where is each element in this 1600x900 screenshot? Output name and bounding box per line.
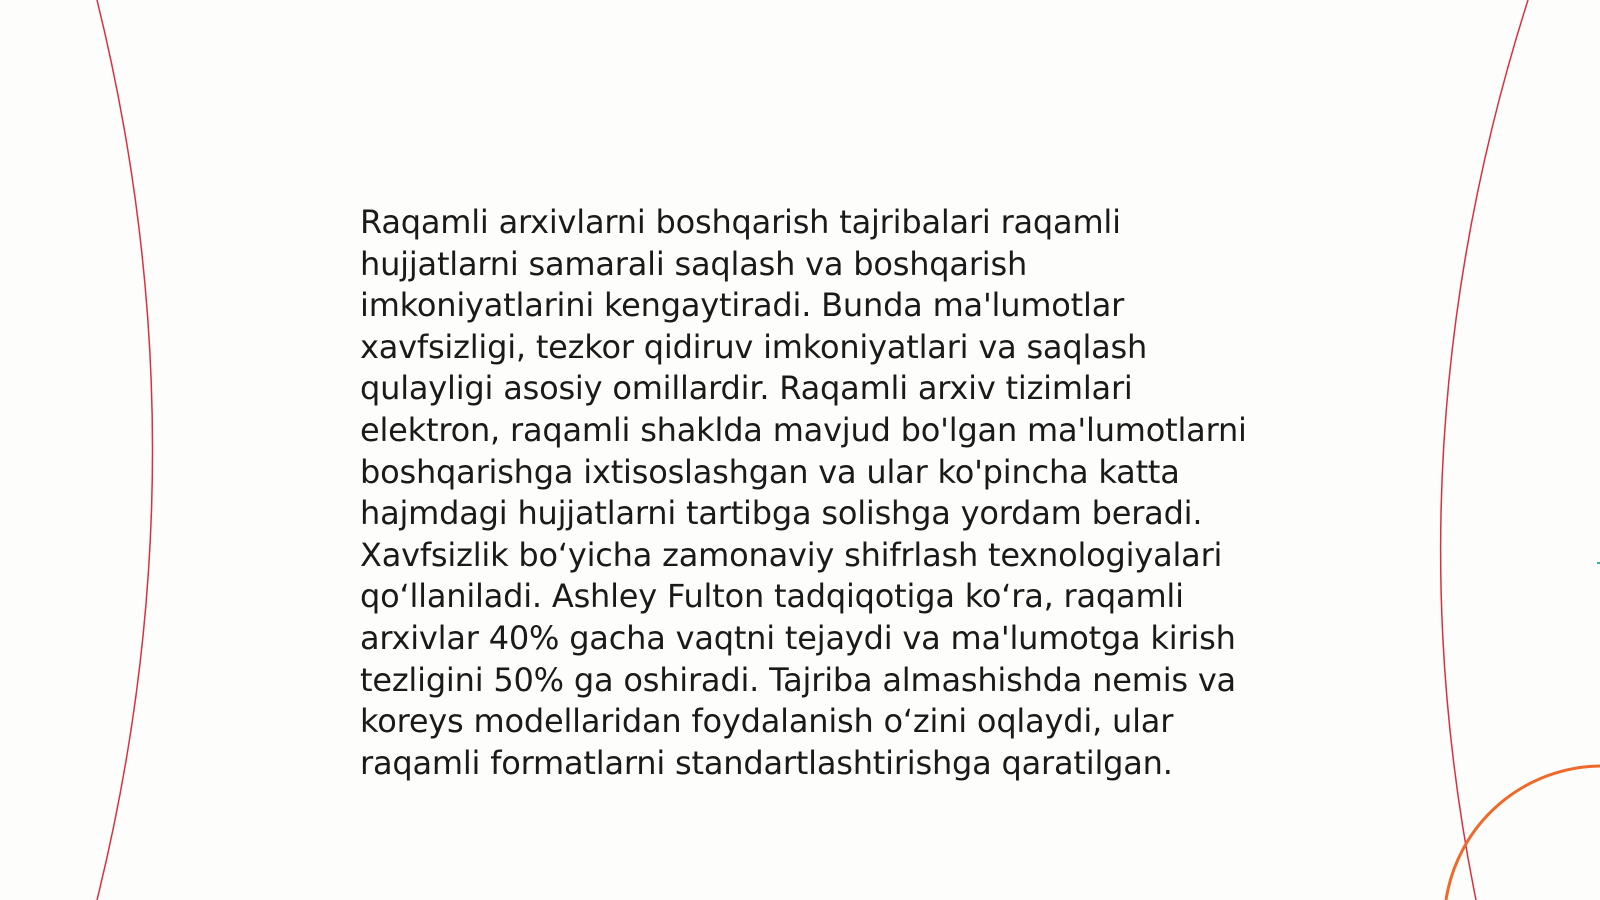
orange-circle-arc <box>1446 766 1600 900</box>
right-red-arc <box>1441 0 1528 900</box>
body-paragraph: Raqamli arxivlarni boshqarish tajribalari raqamli hujjatlarni samarali saqlash va boshqarish imkoniyatlarini kengaytiradi. Bunda ma'lumotlar xavfsizligi, tezkor qidiruv imkoniyatlari va saqlash qulayligi asosiy omillardir. Raqamli arxiv tizimlari elektron, raqamli shaklda mavjud bo'lgan ma'lumotlarni boshqarishga ixtisoslashgan va ular ko'pincha katta hajmdagi hujjatlarni tartibga solishga yordam beradi. Xavfsizlik bo‘yicha zamonaviy shifrlash texnologiyalari qo‘llaniladi. Ashley Fulton tadqiqotiga ko‘ra, raqamli arxivlar 40% gacha vaqtni tejaydi va ma'lumotga kirish tezligini 50% ga oshiradi. Tajriba almashishda nemis va koreys modellaridan foydalanish o‘zini oqlaydi, ular raqamli formatlarni standartlashtirishga qaratilgan. <box>360 203 1247 782</box>
left-red-arc <box>97 0 153 900</box>
